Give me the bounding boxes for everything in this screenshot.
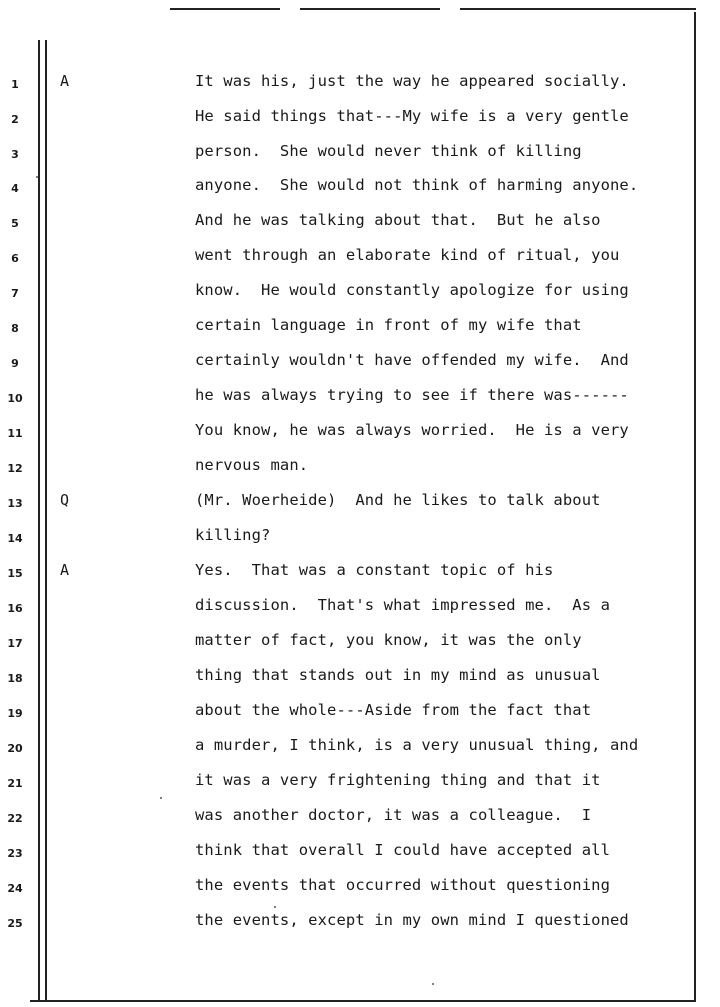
speaker-label: A: [60, 561, 70, 579]
line-text: And he was talking about that. But he also: [195, 211, 601, 229]
bottom-rule: [30, 1000, 696, 1002]
transcript-line: [0, 804, 720, 838]
line-text: matter of fact, you know, it was the only: [195, 631, 582, 649]
line-text: (Mr. Woerheide) And he likes to talk about: [195, 491, 601, 509]
transcript-line: [0, 594, 720, 628]
line-number: 17: [7, 637, 23, 650]
line-number: 25: [7, 917, 23, 930]
transcript-line: [0, 874, 720, 908]
line-number: 6: [11, 252, 19, 265]
line-number: 23: [7, 847, 23, 860]
line-text: discussion. That's what impressed me. As a: [195, 596, 610, 614]
line-number: 21: [7, 777, 23, 790]
line-text: certain language in front of my wife that: [195, 316, 582, 334]
line-number: 4: [11, 182, 19, 195]
line-text: thing that stands out in my mind as unusual: [195, 666, 601, 684]
transcript-line: [0, 349, 720, 383]
line-text: think that overall I could have accepted all: [195, 841, 610, 859]
line-number: 11: [7, 427, 23, 440]
line-number: 7: [11, 287, 19, 300]
line-text: He said things that---My wife is a very gentle: [195, 107, 629, 125]
line-text: know. He would constantly apologize for using: [195, 281, 629, 299]
line-text: anyone. She would not think of harming anyone.: [195, 176, 639, 194]
transcript-line: [0, 839, 720, 873]
line-text: nervous man.: [195, 456, 309, 474]
line-number: 3: [11, 148, 19, 161]
line-number: 9: [11, 357, 19, 370]
transcript-line: [0, 419, 720, 453]
line-text: it was a very frightening thing and that it: [195, 771, 601, 789]
line-number: 18: [7, 672, 23, 685]
line-number: 14: [7, 532, 23, 545]
transcript-line: [0, 70, 720, 104]
line-number: 19: [7, 707, 23, 720]
transcript-line: [0, 664, 720, 698]
transcript-line: [0, 174, 720, 208]
transcript-line: [0, 734, 720, 768]
scan-speck: [432, 983, 434, 985]
line-text: about the whole---Aside from the fact that: [195, 701, 592, 719]
line-number: 13: [7, 497, 23, 510]
line-text: went through an elaborate kind of ritual, you: [195, 246, 620, 264]
transcript-line: [0, 140, 720, 174]
line-text: the events, except in my own mind I questioned: [195, 911, 629, 929]
transcript-line: [0, 105, 720, 139]
line-text: certainly wouldn't have offended my wife. And: [195, 351, 629, 369]
line-number: 8: [11, 322, 19, 335]
transcript-line: [0, 454, 720, 488]
transcript-line: [0, 699, 720, 733]
top-rule-segment-2: [300, 8, 440, 10]
transcript-line: [0, 629, 720, 663]
line-text: the events that occurred without questioning: [195, 876, 610, 894]
line-text: It was his, just the way he appeared socially.: [195, 72, 629, 90]
line-text: person. She would never think of killing: [195, 142, 582, 160]
line-number: 10: [7, 392, 23, 405]
speaker-label: A: [60, 72, 70, 90]
line-text: You know, he was always worried. He is a very: [195, 421, 629, 439]
line-number: 5: [11, 217, 19, 230]
transcript-line: [0, 909, 720, 943]
transcript-line: [0, 279, 720, 313]
line-number: 1: [11, 78, 19, 91]
top-rule-segment-3: [460, 8, 696, 10]
line-number: 20: [7, 742, 23, 755]
line-text: killing?: [195, 526, 271, 544]
transcript-line: [0, 769, 720, 803]
transcript-line: [0, 314, 720, 348]
transcript-line: [0, 244, 720, 278]
line-number: 16: [7, 602, 23, 615]
line-number: 15: [7, 567, 23, 580]
transcript-line: [0, 524, 720, 558]
top-rule-segment-1: [170, 8, 280, 10]
transcript-line: [0, 384, 720, 418]
line-number: 12: [7, 462, 23, 475]
line-text: he was always trying to see if there was------: [195, 386, 629, 404]
line-number: 24: [7, 882, 23, 895]
line-text: a murder, I think, is a very unusual thing, and: [195, 736, 639, 754]
speaker-label: Q: [60, 491, 70, 509]
transcript-line: [0, 489, 720, 523]
transcript-line: [0, 559, 720, 593]
line-text: Yes. That was a constant topic of his: [195, 561, 554, 579]
transcript-line: [0, 209, 720, 243]
line-number: 22: [7, 812, 23, 825]
line-number: 2: [11, 113, 19, 126]
line-text: was another doctor, it was a colleague. I: [195, 806, 592, 824]
